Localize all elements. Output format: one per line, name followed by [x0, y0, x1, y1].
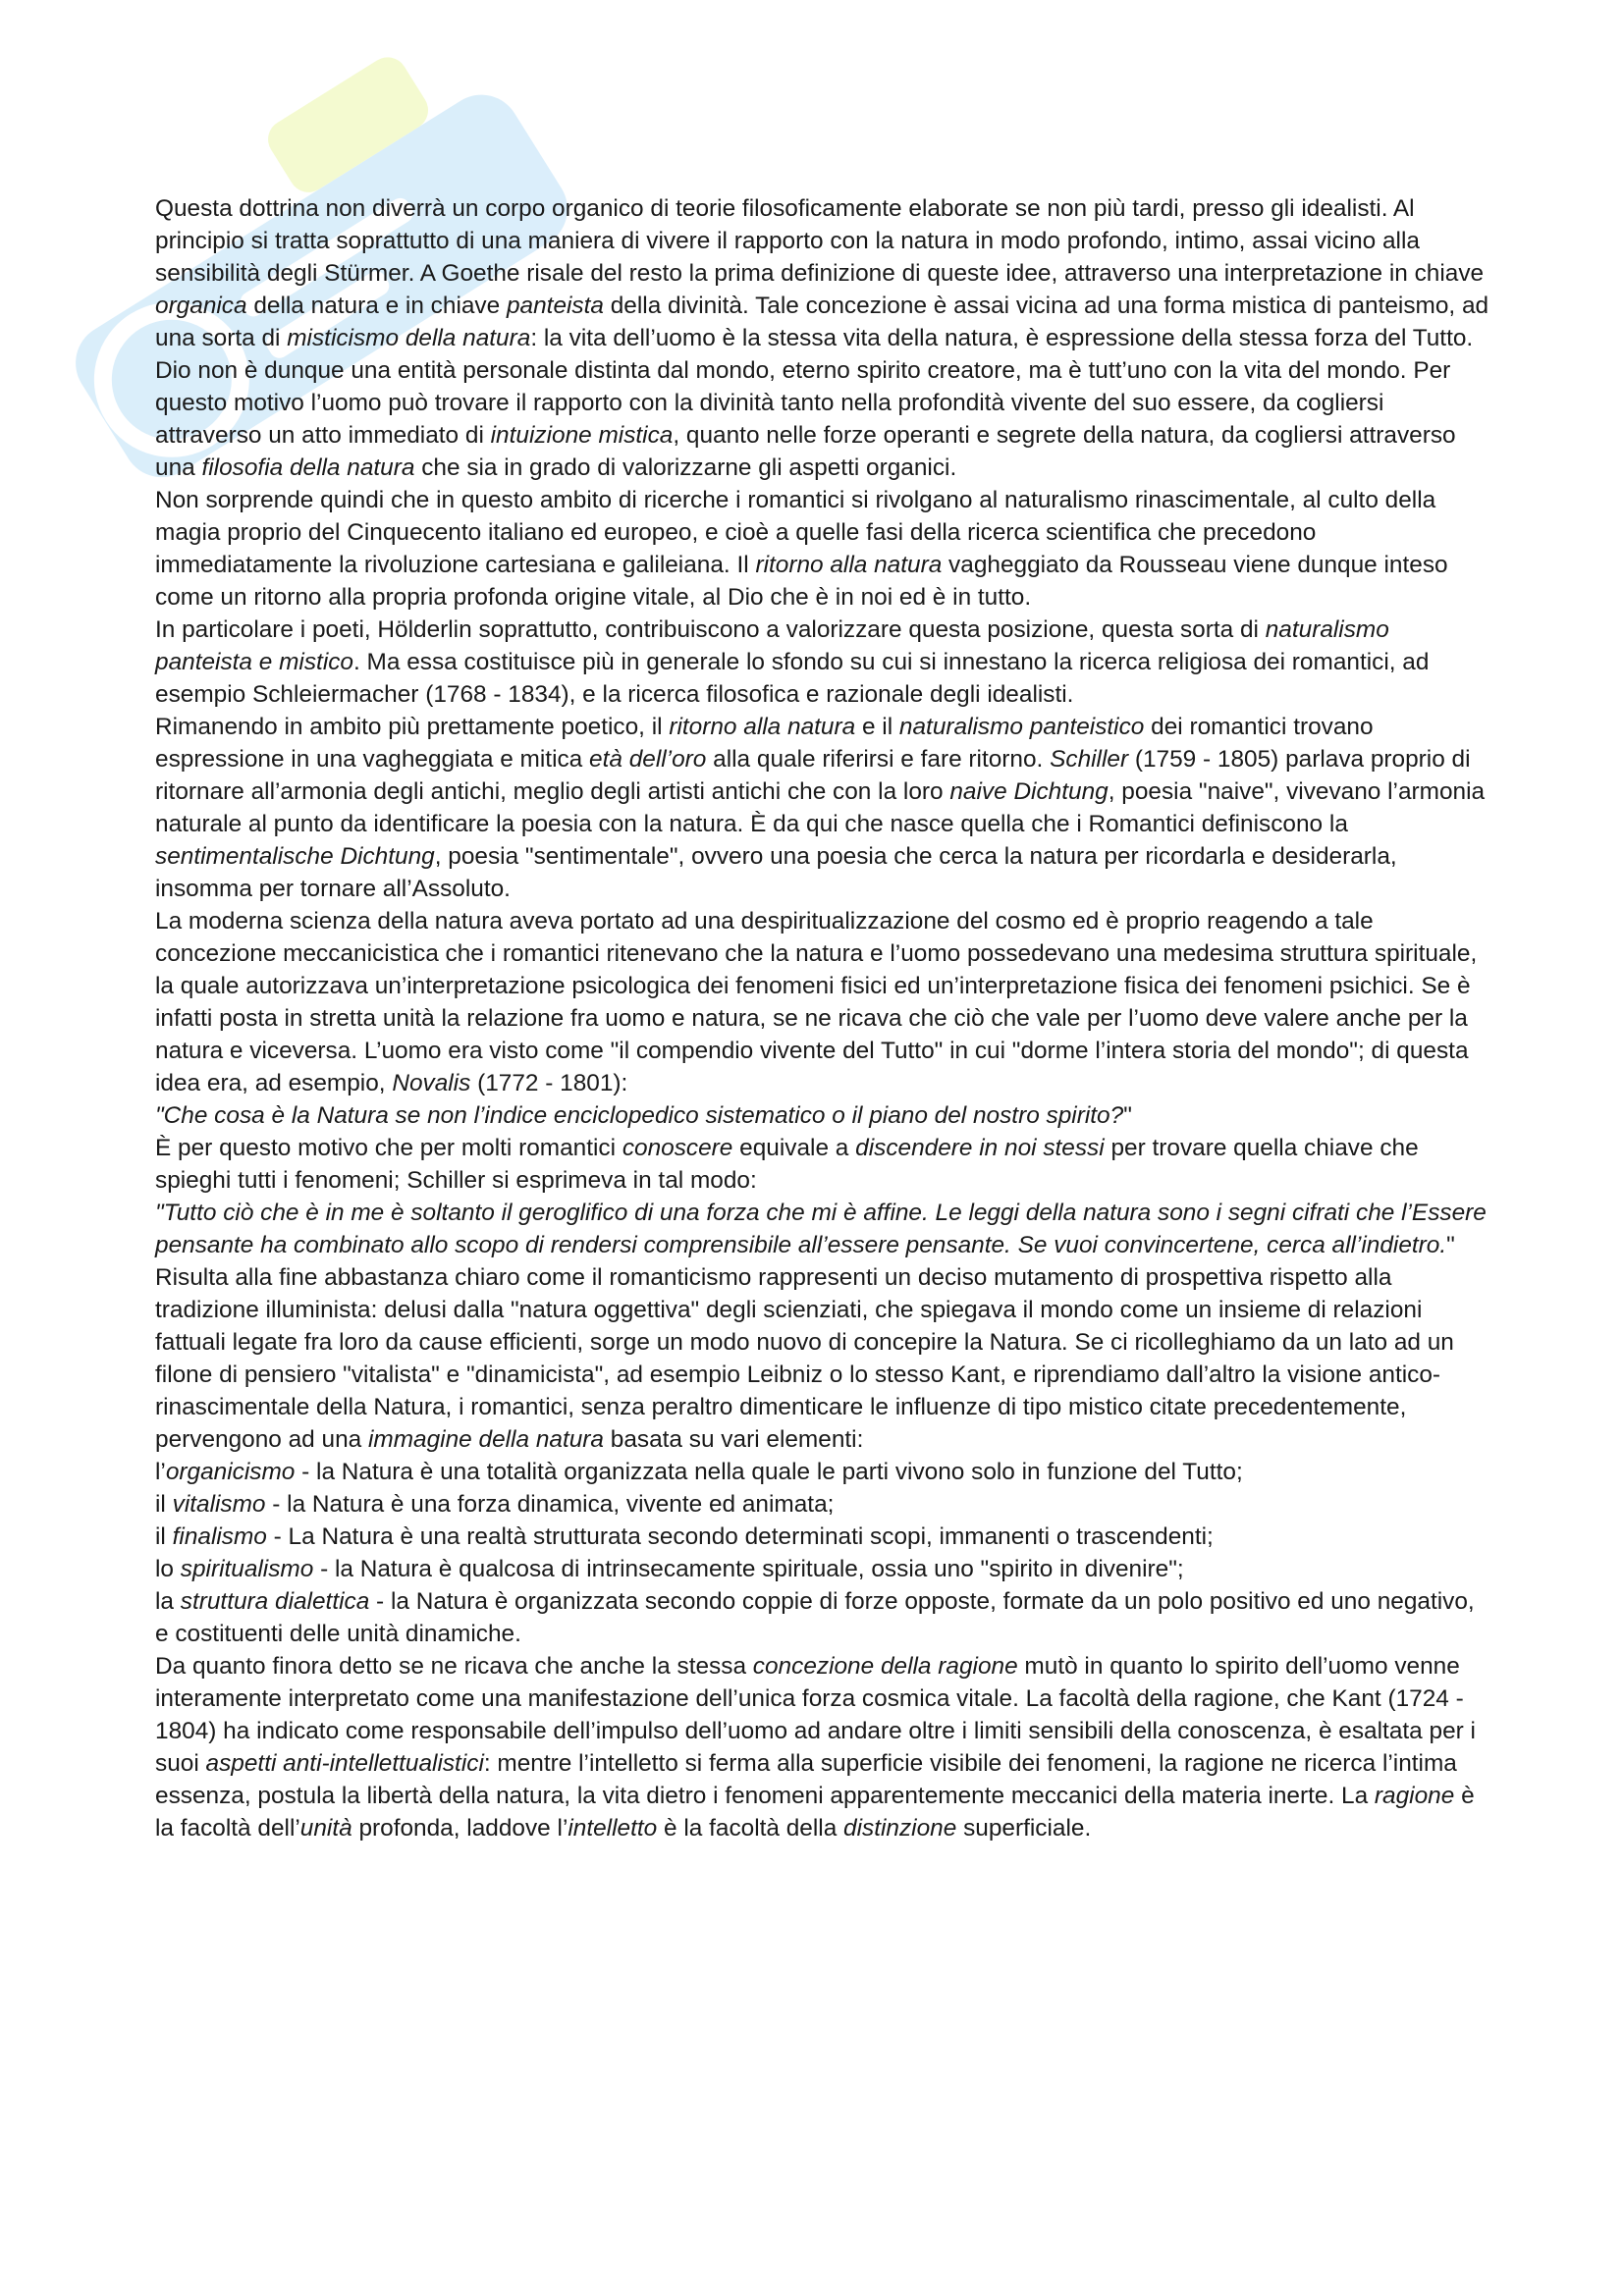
text-run: mutò in quanto lo spirito dell’uomo venne interamente interpretato come una manifestazione dell’unica forza cosmica vitale. La facoltà della ragione, che Kant (1724 - 1804) ha indicato come responsabile dell’impulso dell’uomo ad andare oltre i limiti sensibili della conoscenza, è esaltata per i suoi: [155, 1653, 1476, 1777]
text-run: - La Natura è una realtà strutturata secondo determinati scopi, immanenti o trascendenti;: [266, 1523, 1214, 1550]
italic-text: naive Dichtung: [949, 778, 1109, 805]
italic-text: conoscere: [622, 1135, 733, 1161]
text-run: alla quale riferirsi e fare ritorno.: [706, 746, 1051, 773]
italic-text: spiritualismo: [180, 1556, 314, 1582]
paragraph: [155, 1553, 1490, 1585]
paragraph: [155, 1099, 1490, 1132]
text-run: l’: [155, 1459, 166, 1485]
italic-text: organica: [155, 293, 247, 319]
italic-text: intelletto: [568, 1815, 658, 1842]
italic-text: intuizione mistica: [490, 422, 674, 449]
italic-text: panteista: [506, 293, 604, 319]
italic-text: filosofia della natura: [201, 454, 415, 481]
italic-text: "Tutto ciò che è in me è soltanto il geroglifico di una forza che mi è affine. Le leggi della natura sono i segni cifrati che l’Essere pensante ha combinato allo scopo di rendersi comprensibile all’essere pensante. Se vuoi convincertene, cerca all’indietro.: [155, 1200, 1487, 1258]
text-run: Da quanto finora detto se ne ricava che anche la stessa: [155, 1653, 753, 1680]
italic-text: organicismo: [165, 1459, 296, 1485]
text-run: - la Natura è qualcosa di intrinsecamente spirituale, ossia uno "spirito in divenire";: [313, 1556, 1184, 1582]
text-run: , poesia "sentimentale", ovvero una poesia che cerca la natura per ricordarla e desiderarla, insomma per tornare all’Assoluto.: [155, 843, 1397, 902]
italic-text: ritorno alla natura: [755, 552, 943, 578]
text-run: : la vita dell’uomo è la stessa vita della natura, è espressione della stessa forza del Tutto. Dio non è dunque una entità personale distinta dal mondo, eterno spirito creatore, ma è tutt’uno con la vita del mondo. Per questo motivo l’uomo può trovare il rapporto con la divinità tanto nella profondità vivente del suo essere, da cogliersi attraverso un atto immediato di: [155, 325, 1474, 449]
italic-text: distinzione: [843, 1815, 957, 1842]
text-run: In particolare i poeti, Hölderlin soprattutto, contribuiscono a valorizzare questa posizione, questa sorta di: [155, 616, 1266, 643]
italic-text: naturalismo panteista e mistico: [155, 616, 1389, 675]
italic-text: "Che cosa è la Natura se non l’indice enciclopedico sistematico o il piano del nostro spirito?: [155, 1102, 1124, 1129]
text-run: , quanto nelle forze operanti e segrete della natura, da cogliersi attraverso una: [155, 422, 1456, 481]
text-run: Rimanendo in ambito più prettamente poetico, il: [155, 714, 670, 740]
paragraph: [155, 1261, 1490, 1456]
paragraph: [155, 614, 1490, 711]
text-run: della divinità. Tale concezione è assai vicina ad una forma mistica di panteismo, ad una sorta di: [155, 293, 1489, 351]
paragraph: [155, 1488, 1490, 1521]
text-run: (1759 - 1805) parlava proprio di ritornare all’armonia degli antichi, meglio degli artisti antichi che con la loro: [155, 746, 1471, 805]
italic-text: struttura dialettica: [180, 1588, 370, 1615]
text-run: , poesia "naive", vivevano l’armonia naturale al punto da identificare la poesia con la natura. È da qui che nasce quella che i Romantici definiscono la: [155, 778, 1486, 837]
text-run: - la Natura è organizzata secondo coppie di forze opposte, formate da un polo positivo ed uno negativo, e costituenti delle unità dinamiche.: [155, 1588, 1475, 1647]
italic-text: misticismo della natura: [287, 325, 531, 351]
paragraph: [155, 484, 1490, 614]
paragraph: [155, 1521, 1490, 1553]
text-run: equivale a: [732, 1135, 856, 1161]
text-run: Questa dottrina non diverrà un corpo organico di teorie filosoficamente elaborate se non più tardi, presso gli idealisti. Al principio si tratta soprattutto di una maniera di vivere il rapporto con la natura in modo profondo, intimo, assai vicino alla sensibilità degli Stürmer. A Goethe risale del resto la prima definizione di queste idee, attraverso una interpretazione in chiave: [155, 195, 1485, 287]
italic-text: naturalismo panteistico: [898, 714, 1145, 740]
paragraph: [155, 905, 1490, 1099]
text-run: ": [1446, 1232, 1455, 1258]
text-run: lo: [155, 1556, 181, 1582]
paragraph: [155, 1585, 1490, 1650]
text-run: - la Natura è una totalità organizzata nella quale le parti vivono solo in funzione del Tutto;: [295, 1459, 1243, 1485]
text-run: della natura e in chiave: [246, 293, 507, 319]
watermark-accent: [260, 50, 435, 200]
text-run: profonda, laddove l’: [352, 1815, 568, 1842]
text-run: Risulta alla fine abbastanza chiaro come il romanticismo rappresenti un deciso mutamento di prospettiva rispetto alla tradizione illuminista: delusi dalla "natura oggettiva" degli scienziati, che spiegava il mondo come un insieme di relazioni fattuali legate fra loro da cause efficienti, sorge un modo nuovo di concepire la Natura. Se ci ricolleghiamo da un lato ad un filone di pensiero "vitalista" e "dinamicista", ad esempio Leibniz o lo stesso Kant, e riprendiamo dall’altro la visione antico-rinascimentale della Natura, i romantici, senza peraltro dimenticare le influenze di tipo mistico citate precedentemente, pervengono ad una: [155, 1264, 1454, 1453]
text-run: . Ma essa costituisce più in generale lo sfondo su cui si innestano la ricerca religiosa dei romantici, ad esempio Schleiermacher (1768 - 1834), e la ricerca filosofica e razionale degli idealisti.: [155, 649, 1430, 708]
text-run: il: [155, 1491, 173, 1518]
text-run: la: [155, 1588, 181, 1615]
text-run: È per questo motivo che per molti romantici: [155, 1135, 622, 1161]
paragraph: [155, 1456, 1490, 1488]
text-run: Non sorprende quindi che in questo ambito di ricerche i romantici si rivolgano al naturalismo rinascimentale, al culto della magia proprio del Cinquecento italiano ed europeo, e cioè a quelle fasi della ricerca scientifica che precedono immediatamente la rivoluzione cartesiana e galileiana. Il: [155, 487, 1436, 578]
italic-text: ragione: [1374, 1783, 1455, 1809]
text-run: La moderna scienza della natura aveva portato ad una despiritualizzazione del cosmo ed è proprio reagendo a tale concezione meccanicistica che i romantici ritenevano che la natura e l’uomo possedevano una medesima struttura spirituale, la quale autorizzava un’interpretazione psicologica dei fenomeni fisici ed un’interpretazione fisica dei fenomeni psichici. Se è infatti posta in stretta unità la relazione fra uomo e natura, se ne ricava che ciò che vale per l’uomo deve valere anche per la natura e viceversa. L’uomo era visto come "il compendio vivente del Tutto" in cui "dorme l’intera storia del mondo"; di questa idea era, ad esempio,: [155, 908, 1478, 1096]
italic-text: Novalis: [392, 1070, 471, 1096]
italic-text: Schiller: [1050, 746, 1129, 773]
text-run: è la facoltà dell’: [155, 1783, 1475, 1842]
text-run: il: [155, 1523, 173, 1550]
italic-text: sentimentalische Dichtung: [155, 843, 435, 870]
italic-text: vitalismo: [172, 1491, 266, 1518]
text-run: vagheggiato da Rousseau viene dunque inteso come un ritorno alla propria profonda origine vitale, al Dio che è in noi ed è in tutto.: [155, 552, 1448, 611]
text-run: è la facoltà della: [657, 1815, 844, 1842]
italic-text: ritorno alla natura: [669, 714, 856, 740]
italic-text: finalismo: [172, 1523, 267, 1550]
text-run: basata su vari elementi:: [603, 1426, 864, 1453]
text-run: superficiale.: [956, 1815, 1092, 1842]
italic-text: concezione della ragione: [752, 1653, 1018, 1680]
italic-text: età dell’oro: [589, 746, 707, 773]
paragraph: [155, 1132, 1490, 1197]
italic-text: unità: [299, 1815, 352, 1842]
paragraph: [155, 1197, 1490, 1261]
text-run: ": [1123, 1102, 1132, 1129]
text-run: per trovare quella chiave che spieghi tutti i fenomeni; Schiller si esprimeva in tal modo:: [155, 1135, 1419, 1194]
italic-text: discendere in noi stessi: [855, 1135, 1105, 1161]
text-run: - la Natura è una forza dinamica, vivente ed animata;: [265, 1491, 835, 1518]
text-run: che sia in grado di valorizzarne gli aspetti organici.: [414, 454, 957, 481]
paragraph: [155, 711, 1490, 905]
paragraph: [155, 192, 1490, 484]
italic-text: immagine della natura: [368, 1426, 604, 1453]
paragraph: [155, 1650, 1490, 1844]
text-run: dei romantici trovano espressione in una vagheggiata e mitica: [155, 714, 1374, 773]
italic-text: aspetti anti-intellettualistici: [205, 1750, 484, 1777]
document-body: [155, 192, 1490, 1844]
text-run: (1772 - 1801):: [470, 1070, 628, 1096]
text-run: e il: [855, 714, 899, 740]
text-run: : mentre l’intelletto si ferma alla superficie visibile dei fenomeni, la ragione ne ricerca l’intima essenza, postula la libertà della natura, la vita dietro i fenomeni apparentemente meccanici della materia inerte. La: [155, 1750, 1457, 1809]
